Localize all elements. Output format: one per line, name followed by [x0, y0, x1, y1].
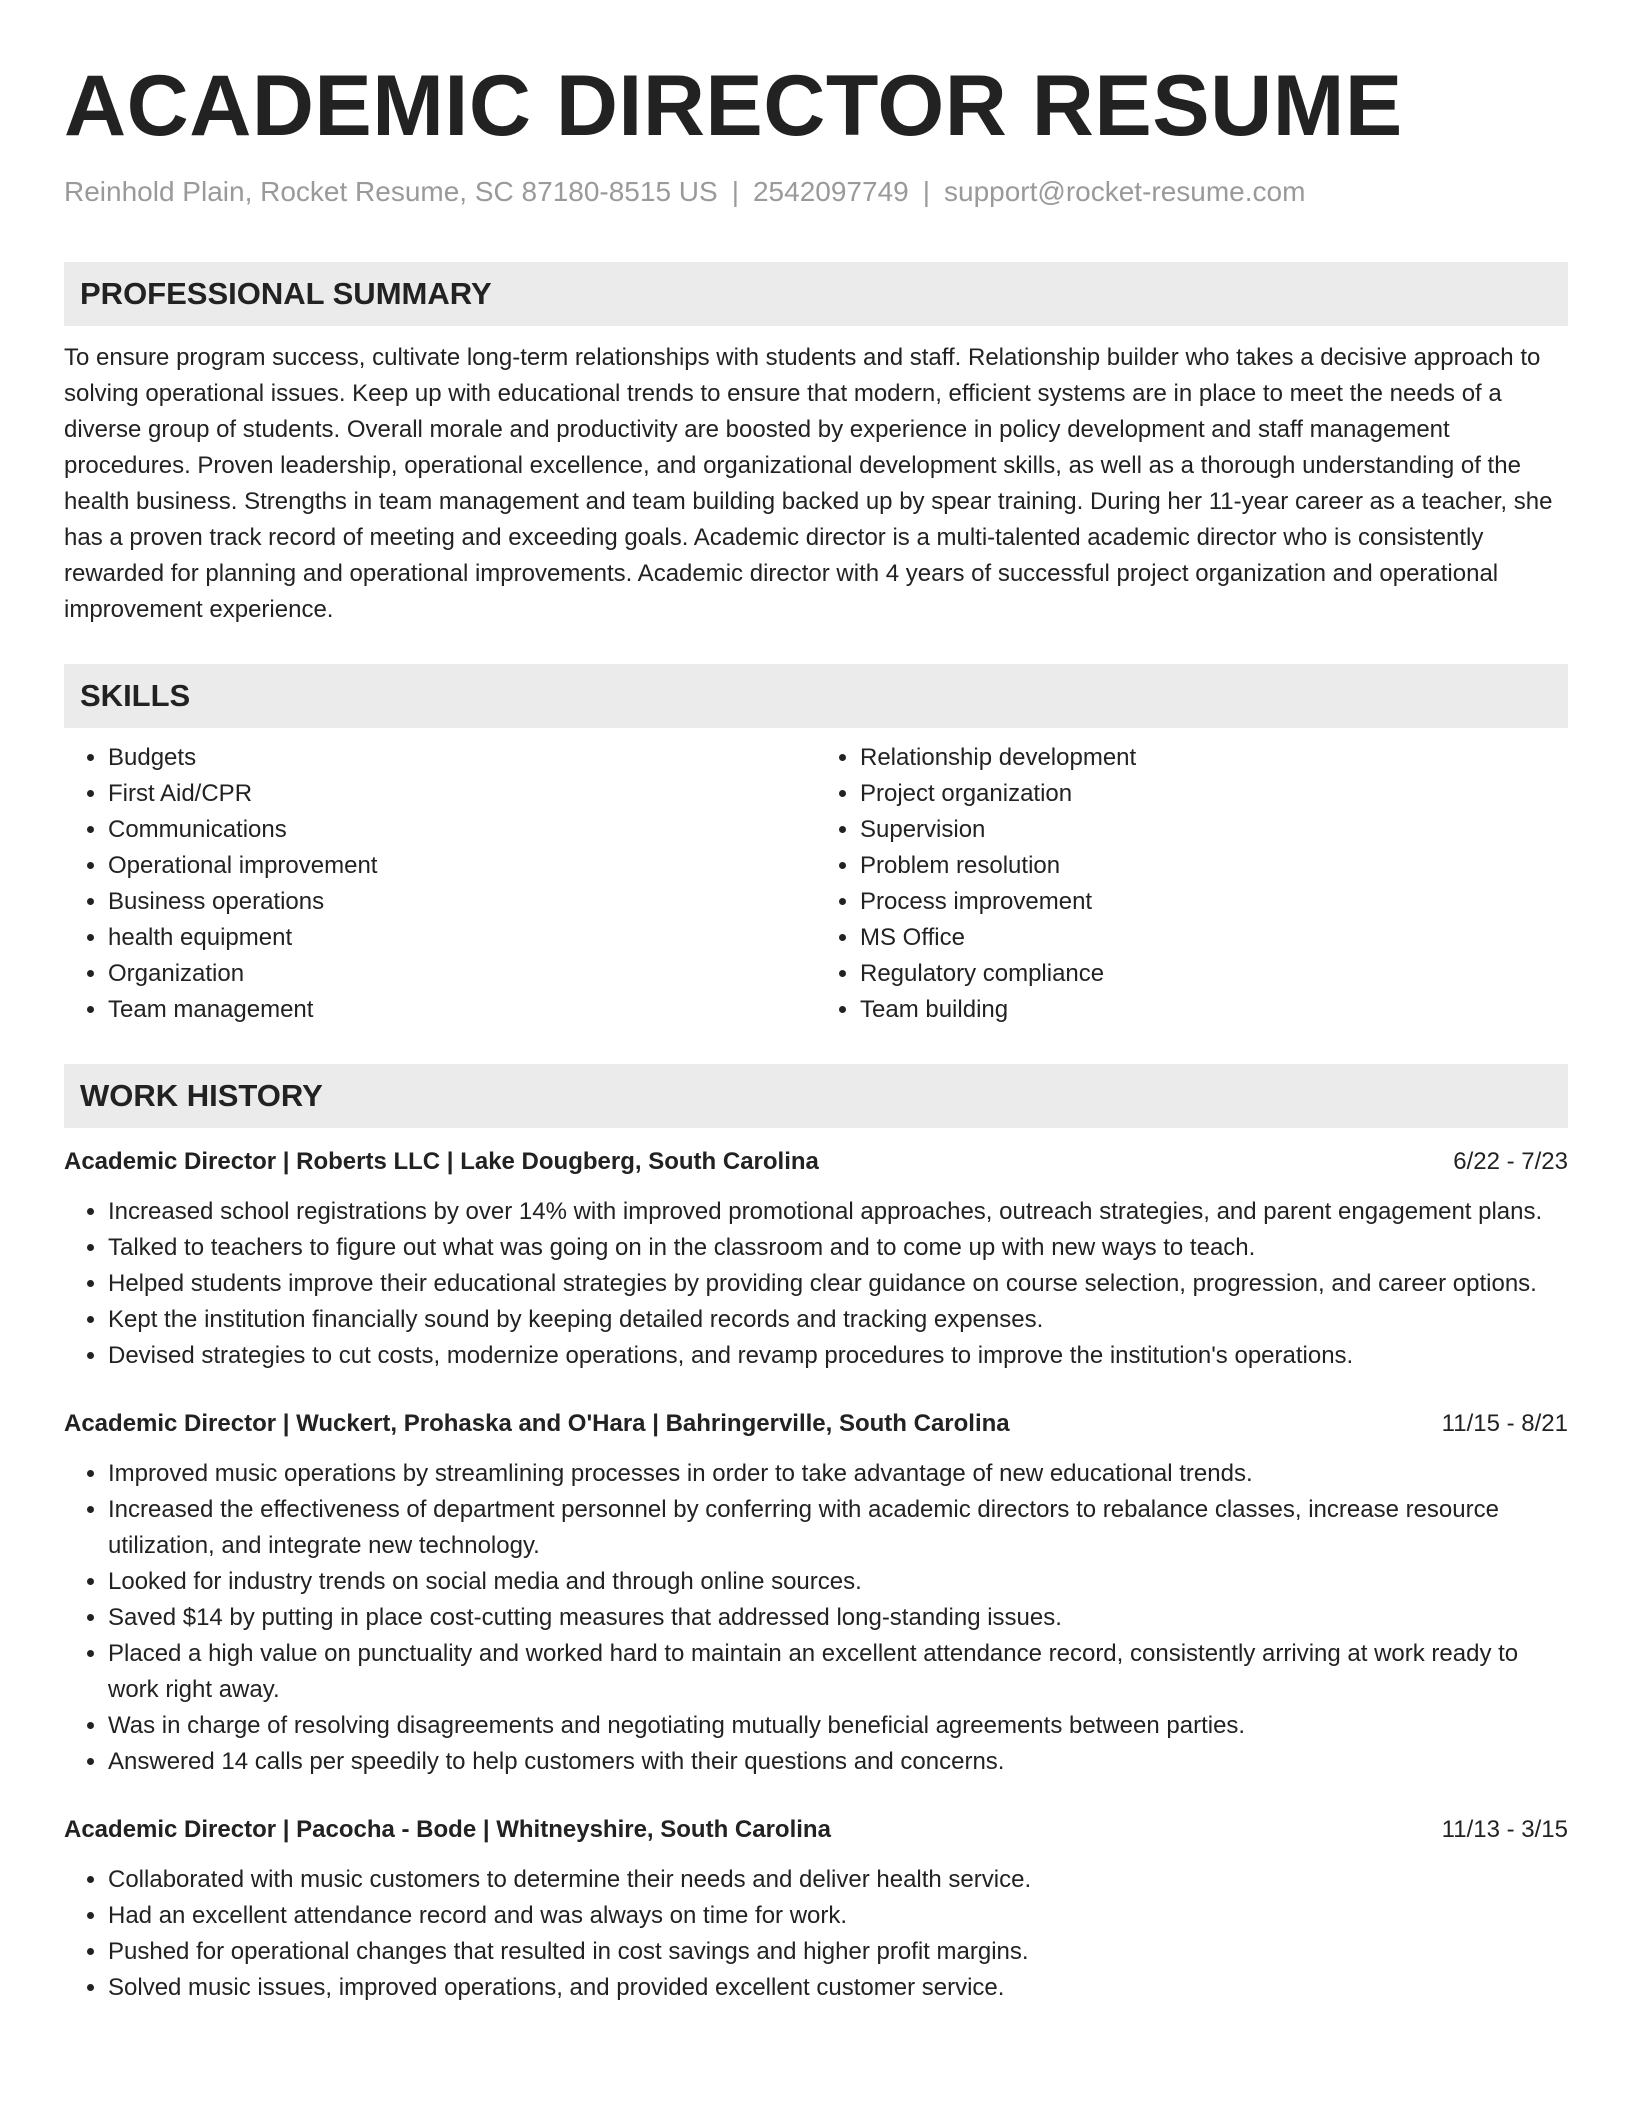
contact-phone: 2542097749	[752, 176, 909, 207]
job-bullet: • Had an excellent attendance record and was always on time for work.	[108, 1898, 1568, 1934]
job-bullet: • Devised strategies to cut costs, modernize operations, and revamp procedures to improve the institution's operations.	[108, 1338, 1568, 1374]
skill-item: • Organization	[108, 956, 816, 992]
job-dates: 6/22 - 7/23	[1453, 1148, 1568, 1175]
job-title: Academic Director | Roberts LLC | Lake Dougberg, South Carolina	[64, 1148, 819, 1175]
skill-item: • Communications	[108, 812, 816, 848]
skill-item: • Team management	[108, 992, 816, 1028]
job-header	[64, 1812, 1568, 1848]
job-bullet: • Solved music issues, improved operations, and provided excellent customer service.	[108, 1970, 1568, 2006]
contact-separator: |	[731, 176, 739, 207]
job-bullets	[64, 1194, 1568, 1374]
skills-column-right	[816, 740, 1568, 1028]
skill-item: • Regulatory compliance	[860, 956, 1568, 992]
skill-item: • Budgets	[108, 740, 816, 776]
job-bullet: • Helped students improve their educational strategies by providing clear guidance on course selection, progression, and career options.	[108, 1266, 1568, 1302]
job-bullets	[64, 1456, 1568, 1780]
job-bullet: • Talked to teachers to figure out what was going on in the classroom and to come up with new ways to teach.	[108, 1230, 1568, 1266]
contact-address: Reinhold Plain, Rocket Resume, SC 87180-8515 US	[64, 176, 718, 207]
job-bullet: • Placed a high value on punctuality and worked hard to maintain an excellent attendance record, consistently arriving at work ready to work right away.	[108, 1636, 1568, 1708]
job-dates: 11/15 - 8/21	[1441, 1410, 1568, 1437]
job-bullet: • Answered 14 calls per speedily to help customers with their questions and concerns.	[108, 1744, 1568, 1780]
skill-item: • Problem resolution	[860, 848, 1568, 884]
skill-item: • Relationship development	[860, 740, 1568, 776]
section-heading-skills: SKILLS	[64, 664, 1568, 728]
section-heading-summary: PROFESSIONAL SUMMARY	[64, 262, 1568, 326]
skill-item: • First Aid/CPR	[108, 776, 816, 812]
job-bullet: • Increased the effectiveness of department personnel by conferring with academic directors to rebalance classes, increase resource utilization, and integrate new technology.	[108, 1492, 1568, 1564]
job-header	[64, 1406, 1568, 1442]
job-bullet: • Improved music operations by streamlining processes in order to take advantage of new educational trends.	[108, 1456, 1568, 1492]
skill-item: • Supervision	[860, 812, 1568, 848]
job-dates: 11/13 - 3/15	[1441, 1816, 1568, 1843]
job-bullet: • Looked for industry trends on social media and through online sources.	[108, 1564, 1568, 1600]
job-entry	[64, 1406, 1568, 1780]
skill-item: • Business operations	[108, 884, 816, 920]
job-bullet: • Pushed for operational changes that resulted in cost savings and higher profit margins.	[108, 1934, 1568, 1970]
summary-text: To ensure program success, cultivate long-term relationships with students and staff. Relationship builder who takes a decisive approach to solving operational issues. Keep up with educational trends to ensure that modern, efficient systems are in place to meet the needs of a diverse group of students. Overall morale and productivity are boosted by experience in policy development and staff management procedures. Proven leadership, operational excellence, and organizational development skills, as well as a thorough understanding of the health business. Strengths in team management and team building backed up by spear training. During her 11-year career as a teacher, she has a proven track record of meeting and exceeding goals. Academic director is a multi-talented academic director who is consistently rewarded for planning and operational improvements. Academic director with 4 years of successful project organization and operational improvement experience.	[64, 344, 1553, 623]
skill-item: • health equipment	[108, 920, 816, 956]
skill-item: • Process improvement	[860, 884, 1568, 920]
contact-separator: |	[922, 176, 930, 207]
resume-title: ACADEMIC DIRECTOR RESUME	[64, 58, 1403, 154]
job-bullet: • Was in charge of resolving disagreements and negotiating mutually beneficial agreements between parties.	[108, 1708, 1568, 1744]
contact-line	[64, 174, 1568, 210]
skill-item: • Project organization	[860, 776, 1568, 812]
skill-item: • Operational improvement	[108, 848, 816, 884]
job-entry	[64, 1144, 1568, 1374]
job-header	[64, 1144, 1568, 1180]
job-bullet: • Saved $14 by putting in place cost-cutting measures that addressed long-standing issues.	[108, 1600, 1568, 1636]
job-bullet: • Kept the institution financially sound by keeping detailed records and tracking expenses.	[108, 1302, 1568, 1338]
contact-email: support@rocket-resume.com	[944, 176, 1306, 207]
skills-list	[64, 740, 1568, 1028]
work-history	[64, 1144, 1568, 2006]
job-title: Academic Director | Wuckert, Prohaska and O'Hara | Bahringerville, South Carolina	[64, 1410, 1010, 1437]
section-heading-work: WORK HISTORY	[64, 1064, 1568, 1128]
job-bullet: • Increased school registrations by over 14% with improved promotional approaches, outreach strategies, and parent engagement plans.	[108, 1194, 1568, 1230]
job-entry	[64, 1812, 1568, 2006]
job-title: Academic Director | Pacocha - Bode | Whitneyshire, South Carolina	[64, 1816, 831, 1843]
skill-item: • MS Office	[860, 920, 1568, 956]
job-bullets	[64, 1862, 1568, 2006]
skills-column-left	[64, 740, 816, 1028]
job-bullet: • Collaborated with music customers to determine their needs and deliver health service.	[108, 1862, 1568, 1898]
skill-item: • Team building	[860, 992, 1568, 1028]
